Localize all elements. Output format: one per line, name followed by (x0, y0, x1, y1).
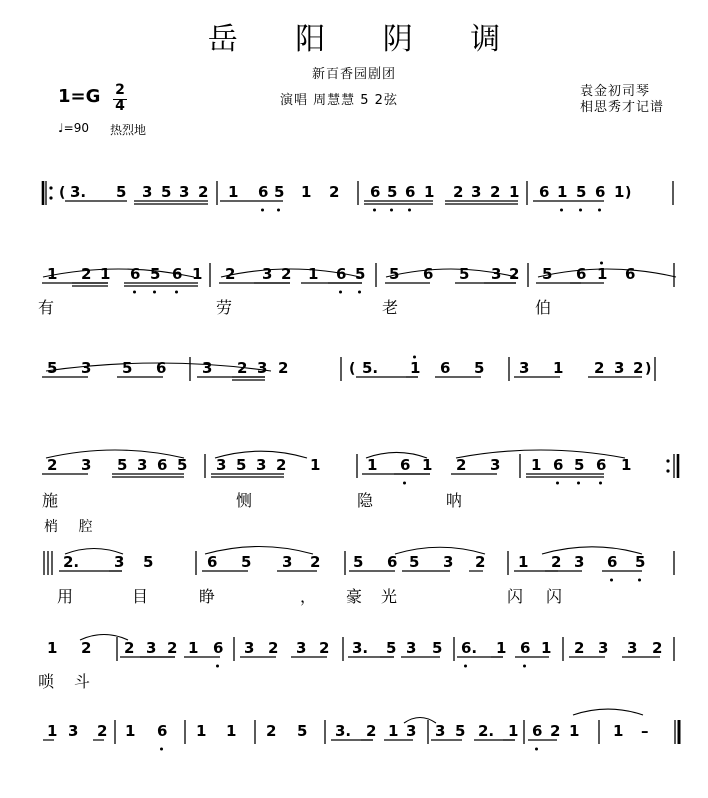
note: 1 (614, 183, 625, 201)
singer-info: 演唱 周慧慧 5 2弦 (280, 93, 398, 108)
note: 2 (475, 553, 486, 571)
note: 5 (576, 183, 587, 201)
expression-marking: 热烈地 (110, 123, 147, 137)
troupe-name: 新百香园剧团 (311, 67, 396, 82)
note: ( (59, 185, 66, 201)
note: 5 (297, 722, 308, 740)
note: 3. (70, 183, 87, 201)
octave-dot-below (523, 665, 526, 668)
octave-dot-below (599, 482, 602, 485)
note: 3 (471, 183, 482, 201)
note: 3 (142, 183, 153, 201)
note: 2 (509, 265, 520, 283)
note: 1 (541, 639, 552, 657)
note: 1 (308, 265, 319, 283)
note: 2 (319, 639, 330, 657)
repeat-dot (49, 196, 52, 199)
lyric: 目 (132, 587, 149, 606)
note: 5 (474, 359, 485, 377)
lyric: 豪 (346, 587, 363, 606)
repeat-dot (666, 469, 669, 472)
lyric: 劳 (216, 298, 233, 317)
note: 1 (228, 183, 239, 201)
note: 1 (621, 456, 632, 474)
note: 5 (274, 183, 285, 201)
octave-dot-above (600, 262, 603, 265)
note: 1 (509, 183, 520, 201)
note: 2 (551, 553, 562, 571)
note: 6 (423, 265, 434, 283)
note: ) (645, 361, 652, 377)
note: 6 (532, 722, 543, 740)
note: 2 (366, 722, 377, 740)
note: 6 (370, 183, 381, 201)
key-signature: 1=G (58, 86, 101, 107)
note: 5 (389, 265, 400, 283)
note: 1 (367, 456, 378, 474)
slur (573, 709, 643, 715)
note: 3 (216, 456, 227, 474)
note: 6 (157, 456, 168, 474)
note: 2 (167, 639, 178, 657)
note: 3 (114, 553, 125, 571)
lyric: 用 (57, 587, 74, 606)
repeat-dot (49, 186, 52, 189)
note: 6 (607, 553, 618, 571)
note: ( (349, 361, 356, 377)
note: 6 (172, 265, 183, 283)
note: 3 (406, 639, 417, 657)
note: 5 (150, 265, 161, 283)
note: 1 (508, 722, 519, 740)
note: 1 (196, 722, 207, 740)
note: 1 (518, 553, 529, 571)
octave-dot-below (403, 482, 406, 485)
note: 2 (456, 456, 467, 474)
note: 1 (613, 722, 624, 740)
note: 6 (213, 639, 224, 657)
note: 1 (410, 359, 421, 377)
note: 6. (461, 639, 478, 657)
note: 1 (597, 265, 608, 283)
note: 3 (574, 553, 585, 571)
octave-dot-below (216, 665, 219, 668)
note: 2 (633, 359, 644, 377)
note: 2 (453, 183, 464, 201)
note: 5 (459, 265, 470, 283)
note: 5 (542, 265, 553, 283)
credit-transcriber: 相思秀才记谱 (580, 100, 665, 115)
note: 2 (266, 722, 277, 740)
lyric: 睁 (199, 587, 216, 606)
octave-dot-below (408, 209, 411, 212)
note: ) (625, 185, 632, 201)
note: 2 (594, 359, 605, 377)
lyric: 恻 (236, 491, 253, 510)
note: 6 (336, 265, 347, 283)
note: 1 (424, 183, 435, 201)
octave-dot-below (339, 291, 342, 294)
note: 1 (496, 639, 507, 657)
octave-dot-below (358, 291, 361, 294)
note: 5. (362, 359, 379, 377)
note: 5 (116, 183, 127, 201)
meter-top: 2 (115, 82, 125, 98)
note: 6 (258, 183, 269, 201)
section-label: 梢 腔 (44, 519, 101, 535)
note: 3 (490, 456, 501, 474)
octave-dot-below (560, 209, 563, 212)
lyric: 施 (42, 491, 59, 510)
note: 6 (156, 359, 167, 377)
note: 3 (81, 359, 92, 377)
octave-dot-below (577, 482, 580, 485)
note: 1 (531, 456, 542, 474)
note: 3 (146, 639, 157, 657)
note: 5 (47, 359, 58, 377)
note: 6 (405, 183, 416, 201)
note: 2 (278, 359, 289, 377)
note: 2 (47, 456, 58, 474)
note: 1 (125, 722, 136, 740)
octave-dot-below (153, 291, 156, 294)
note: 1 (557, 183, 568, 201)
note: 6 (595, 183, 606, 201)
note: 5 (574, 456, 585, 474)
note: 2 (329, 183, 340, 201)
note: 5 (236, 456, 247, 474)
note: 6 (539, 183, 550, 201)
octave-dot-below (610, 579, 613, 582)
note: 5 (455, 722, 466, 740)
octave-dot-below (373, 209, 376, 212)
octave-dot-below (556, 482, 559, 485)
note: 2 (550, 722, 561, 740)
note: 2 (574, 639, 585, 657)
note: 3 (443, 553, 454, 571)
note: 1 (301, 183, 312, 201)
tempo-marking: ♩=90 (58, 121, 89, 135)
note: 6 (553, 456, 564, 474)
note: 6 (596, 456, 607, 474)
octave-dot-below (464, 665, 467, 668)
note: 2 (225, 265, 236, 283)
octave-dot-below (535, 748, 538, 751)
note: 3 (627, 639, 638, 657)
note: – (641, 722, 649, 740)
note: 5 (117, 456, 128, 474)
note: 6 (207, 553, 218, 571)
note: 3 (296, 639, 307, 657)
note: 5 (143, 553, 154, 571)
note: 6 (440, 359, 451, 377)
note: 2 (652, 639, 663, 657)
note: 6 (387, 553, 398, 571)
octave-dot-below (598, 209, 601, 212)
note: 3 (81, 456, 92, 474)
note: 1 (569, 722, 580, 740)
note: 3 (137, 456, 148, 474)
note: 3. (335, 722, 352, 740)
note: 2. (478, 722, 495, 740)
note: 2 (281, 265, 292, 283)
note: 6 (576, 265, 587, 283)
note: 1 (47, 722, 58, 740)
note: 1 (188, 639, 199, 657)
note: 3 (282, 553, 293, 571)
note: 5 (386, 639, 397, 657)
note: 5 (635, 553, 646, 571)
octave-dot-above (413, 356, 416, 359)
note: 5 (387, 183, 398, 201)
lyric: 唢 (38, 672, 55, 691)
octave-dot-below (579, 209, 582, 212)
note: 1 (192, 265, 203, 283)
note: 5 (353, 553, 364, 571)
note: 5 (355, 265, 366, 283)
repeat-dot (666, 459, 669, 462)
note: 6 (520, 639, 531, 657)
note: 3 (262, 265, 273, 283)
note: 2 (198, 183, 209, 201)
page-title: 岳 阳 阴 调 (207, 22, 525, 57)
note: 3 (244, 639, 255, 657)
lyric: 伯 (535, 298, 552, 317)
lyric: 斗 (74, 672, 91, 691)
note: 5 (432, 639, 443, 657)
note: 3 (519, 359, 530, 377)
lyric: 闪 (546, 587, 563, 606)
note: 1 (100, 265, 111, 283)
note: 3 (179, 183, 190, 201)
note: 3 (598, 639, 609, 657)
note: 2 (124, 639, 135, 657)
note: 3 (256, 456, 267, 474)
note: 3 (435, 722, 446, 740)
slur (205, 547, 313, 555)
note: 2 (310, 553, 321, 571)
note: 1 (47, 265, 58, 283)
lyric: 闪 (507, 587, 524, 606)
octave-dot-below (160, 748, 163, 751)
note: 3 (491, 265, 502, 283)
note: 1 (226, 722, 237, 740)
note: 2 (490, 183, 501, 201)
note: 2 (237, 359, 248, 377)
note: 5 (177, 456, 188, 474)
note: 6 (157, 722, 168, 740)
note: 3. (352, 639, 369, 657)
note: 2 (97, 722, 108, 740)
octave-dot-below (261, 209, 264, 212)
note: 1 (388, 722, 399, 740)
note: 2 (268, 639, 279, 657)
note: 5 (161, 183, 172, 201)
note: 3 (202, 359, 213, 377)
note: 6 (625, 265, 636, 283)
meter-bottom: 4 (115, 98, 125, 114)
note: 3 (614, 359, 625, 377)
lyric: 隐 (357, 491, 374, 510)
lyric: ， (300, 587, 317, 606)
lyric: 光 (381, 587, 398, 606)
note: 5 (122, 359, 133, 377)
octave-dot-below (277, 209, 280, 212)
octave-dot-below (390, 209, 393, 212)
note: 1 (553, 359, 564, 377)
note: 1 (310, 456, 321, 474)
note: 6 (400, 456, 411, 474)
note: 5 (241, 553, 252, 571)
note: 1 (422, 456, 433, 474)
octave-dot-below (133, 291, 136, 294)
credit-fiddler: 袁金初司琴 (580, 84, 651, 99)
note: 2 (276, 456, 287, 474)
note: 3 (406, 722, 417, 740)
note: 2 (81, 639, 92, 657)
note: 3 (68, 722, 79, 740)
note: 2. (63, 553, 80, 571)
note: 6 (130, 265, 141, 283)
lyric: 呐 (446, 491, 463, 510)
note: 3 (257, 359, 268, 377)
note: 2 (81, 265, 92, 283)
lyric: 有 (38, 298, 55, 317)
lyric: 老 (382, 298, 399, 317)
octave-dot-below (175, 291, 178, 294)
note: 1 (47, 639, 58, 657)
note: 5 (409, 553, 420, 571)
octave-dot-below (638, 579, 641, 582)
